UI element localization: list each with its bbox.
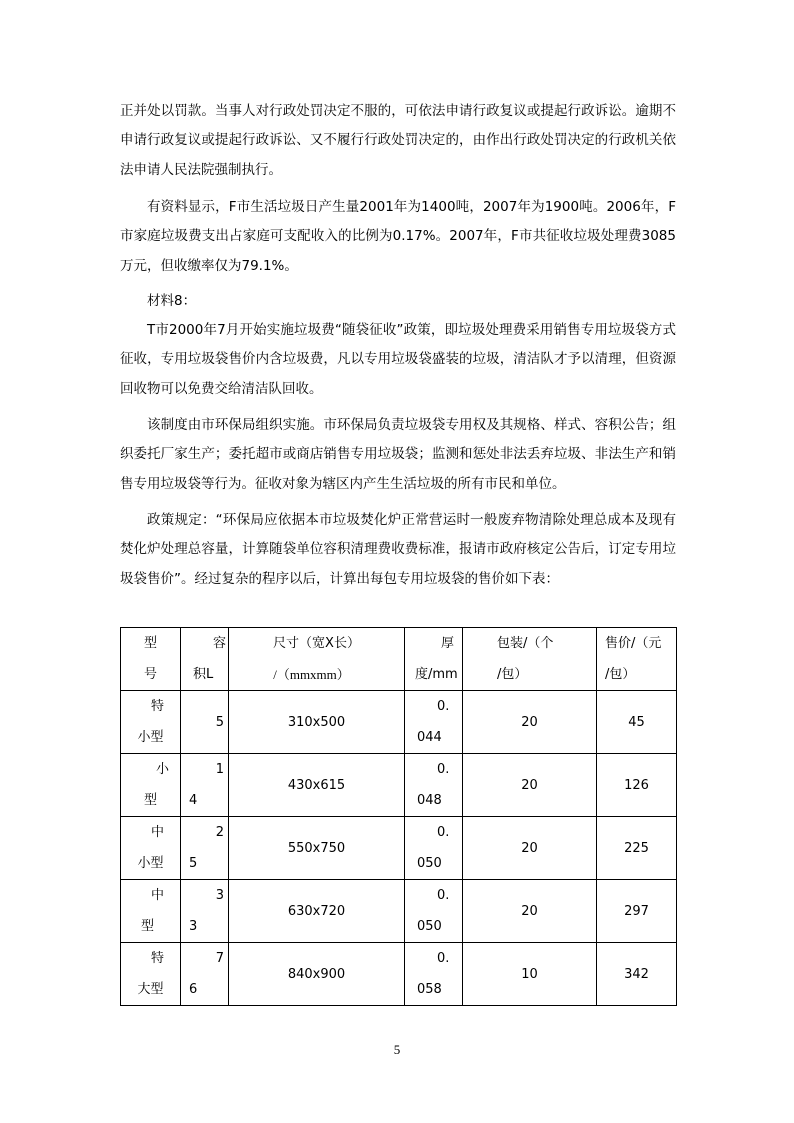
- row-thickness-line1: 0.: [437, 888, 450, 903]
- header-volume-line2: 积L: [193, 667, 214, 682]
- row-thickness-cell: [405, 943, 463, 1006]
- row-type-line1: 小: [155, 762, 169, 777]
- paragraph-penalty-enforcement: 正并处以罚款。当事人对行政处罚决定不服的，可依法申请行政复议或提起行政诉讼。逾期不申请行政复议或提起行政诉讼、又不履行行政处罚决定的，由作出行政处罚决定的行政机关依法申请人民法院强制执行。: [120, 103, 676, 178]
- row-type-line2: 小型: [137, 730, 164, 745]
- header-type-line2: 号: [143, 667, 157, 682]
- table-row: [121, 691, 677, 754]
- row-type-line2: 小型: [137, 856, 164, 871]
- header-type: [121, 628, 181, 691]
- row-type-line2: 大型: [137, 982, 164, 997]
- row-thickness-cell: [405, 691, 463, 754]
- row-type-cell: [121, 943, 181, 1006]
- row-thickness-line1: 0.: [437, 699, 450, 714]
- header-size-line2: /（mmxmm）: [273, 667, 350, 682]
- header-price-line2: /包）: [605, 667, 636, 682]
- header-price-line1: 售价/（元: [605, 636, 662, 651]
- row-packing-cell: 10: [463, 943, 597, 1006]
- row-volume-line2: 5: [189, 856, 198, 871]
- row-price-cell: 342: [597, 943, 677, 1006]
- row-size-cell: 840x900: [229, 943, 405, 1006]
- row-size-cell: 430x615: [229, 754, 405, 817]
- row-size-cell: 550x750: [229, 817, 405, 880]
- row-type-line1: 中: [150, 888, 164, 903]
- row-price-cell: 126: [597, 754, 677, 817]
- row-volume-cell: [181, 754, 229, 817]
- row-volume-line1: 1: [215, 762, 224, 777]
- row-packing-cell: 20: [463, 691, 597, 754]
- row-volume-line1: 3: [215, 888, 224, 903]
- row-volume-cell: [181, 817, 229, 880]
- row-price-cell: 45: [597, 691, 677, 754]
- table-row: [121, 943, 677, 1006]
- header-packing-line1: 包装/（个: [497, 636, 554, 651]
- header-size: [229, 628, 405, 691]
- row-type-line1: 中: [150, 825, 164, 840]
- row-volume-line2: 3: [189, 919, 198, 934]
- row-type-cell: [121, 691, 181, 754]
- header-packing: [463, 628, 597, 691]
- header-type-line1: 型: [143, 636, 157, 651]
- row-type-cell: [121, 880, 181, 943]
- row-type-line1: 特: [150, 951, 164, 966]
- row-packing-cell: 20: [463, 754, 597, 817]
- header-thickness: [405, 628, 463, 691]
- paragraph-policy-rule: 政策规定：“环保局应依据本市垃圾焚化炉正常营运时一般废弃物清除处理总成本及现有焚化炉处理总容量，计算随袋单位容积清理费收费标准，报请市政府核定公告后，订定专用垃圾袋售价”。经过复杂的程序以后，计算出每包专用垃圾袋的售价如下表：: [120, 512, 676, 587]
- header-volume-line1: 容: [212, 636, 226, 651]
- row-thickness-line1: 0.: [437, 951, 450, 966]
- row-thickness-line2: 050: [417, 919, 442, 934]
- row-thickness-line2: 048: [417, 793, 442, 808]
- row-thickness-line2: 050: [417, 856, 442, 871]
- row-volume-line1: 2: [215, 825, 224, 840]
- header-thickness-line2: 度/mm: [415, 667, 458, 682]
- row-type-line1: 特: [150, 699, 164, 714]
- row-volume-cell: [181, 691, 229, 754]
- row-type-cell: [121, 754, 181, 817]
- row-size-cell: 310x500: [229, 691, 405, 754]
- row-type-line2: 型: [143, 793, 157, 808]
- row-price-cell: 225: [597, 817, 677, 880]
- row-volume-line1: 7: [215, 951, 224, 966]
- row-type-line2: 型: [140, 919, 154, 934]
- paragraph-material-8-heading: 材料8：: [147, 293, 197, 309]
- header-thickness-line1: 厚: [440, 636, 454, 651]
- row-thickness-cell: [405, 817, 463, 880]
- row-volume-cell: [181, 880, 229, 943]
- row-type-cell: [121, 817, 181, 880]
- table-row: [121, 754, 677, 817]
- row-thickness-cell: [405, 880, 463, 943]
- table-row: [121, 817, 677, 880]
- row-volume-cell: [181, 943, 229, 1006]
- garbage-bag-price-table: [120, 627, 677, 1006]
- row-thickness-line2: 044: [417, 730, 442, 745]
- page-number: 5: [393, 1042, 401, 1057]
- table-header-row: [121, 628, 677, 691]
- row-thickness-line2: 058: [417, 982, 442, 997]
- paragraph-implementation: 该制度由市环保局组织实施。市环保局负责垃圾袋专用权及其规格、样式、容积公告；组织委托厂家生产；委托超市或商店销售专用垃圾袋；监测和惩处非法丢弃垃圾、非法生产和销售专用垃圾袋等行为。征收对象为辖区内产生生活垃圾的所有市民和单位。: [120, 417, 676, 492]
- row-thickness-line1: 0.: [437, 825, 450, 840]
- header-price: [597, 628, 677, 691]
- paragraph-f-city-data: 有资料显示，F市生活垃圾日产生量2001年为1400吨，2007年为1900吨。2006年，F市家庭垃圾费支出占家庭可支配收入的比例为0.17%。2007年，F市共征收垃圾处理费3085万元，但收缴率仅为79.1%。: [120, 199, 676, 274]
- row-volume-line2: 4: [189, 793, 198, 808]
- row-packing-cell: 20: [463, 880, 597, 943]
- row-volume-value: 5: [215, 714, 224, 730]
- row-packing-cell: 20: [463, 817, 597, 880]
- header-packing-line2: /包）: [497, 667, 528, 682]
- row-thickness-cell: [405, 754, 463, 817]
- table-row: [121, 880, 677, 943]
- row-volume-line2: 6: [189, 982, 198, 997]
- row-size-cell: 630x720: [229, 880, 405, 943]
- header-size-line1: 尺寸（宽X长）: [273, 636, 360, 651]
- row-thickness-line1: 0.: [437, 762, 450, 777]
- row-price-cell: 297: [597, 880, 677, 943]
- paragraph-t-city-policy: T市2000年7月开始实施垃圾费“随袋征收”政策，即垃圾处理费采用销售专用垃圾袋方式征收，专用垃圾袋售价内含垃圾费，凡以专用垃圾袋盛装的垃圾，清洁队才予以清理，但资源回收物可以免费交给清洁队回收。: [120, 322, 676, 397]
